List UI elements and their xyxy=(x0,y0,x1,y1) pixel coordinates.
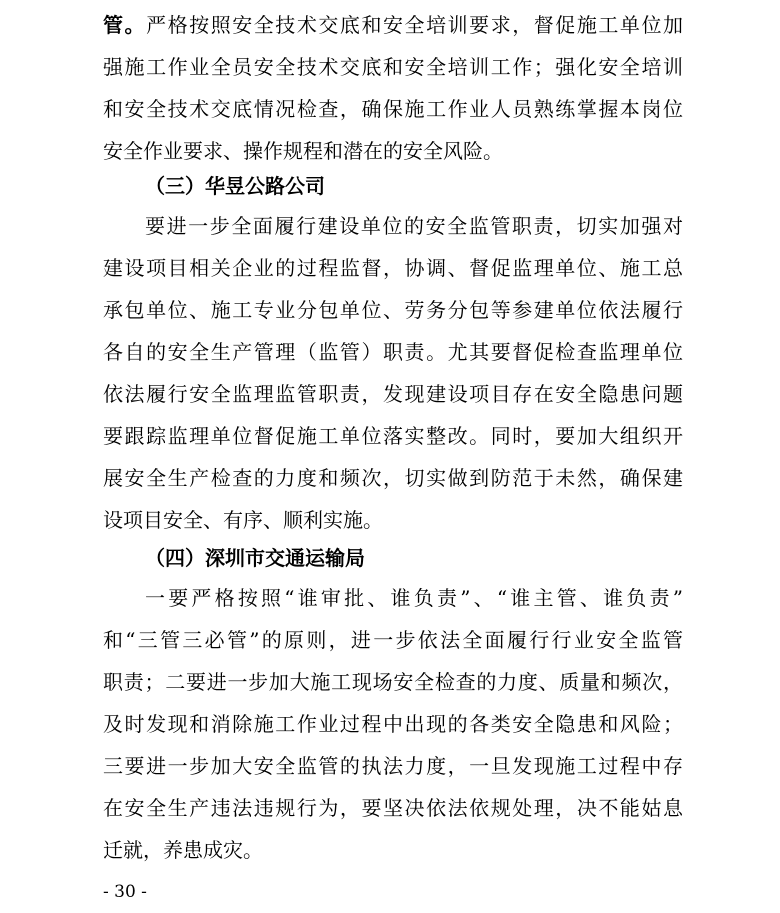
section-4-line-6: 在安全生产违法违规行为，要坚决依法依规处理，决不能姑息 xyxy=(103,796,683,820)
page-number: - 30 - xyxy=(103,882,147,902)
section-3-line-6: 要跟踪监理单位督促施工单位落实整改。同时，要加大组织开 xyxy=(103,424,683,448)
section-4-line-4: 及时发现和消除施工作业过程中出现的各类安全隐患和风险； xyxy=(103,712,683,736)
intro-lead-bold: 管。 xyxy=(103,13,147,37)
section-3-line-7: 展安全生产检查的力度和频次，切实做到防范于未然，确保建 xyxy=(103,466,683,490)
section-4-line-3: 职责；二要进一步加大施工现场安全检查的力度、质量和频次， xyxy=(103,670,683,694)
intro-line-4: 安全作业要求、操作规程和潜在的安全风险。 xyxy=(103,139,503,163)
section-3-line-1: 要进一步全面履行建设单位的安全监管职责，切实加强对 xyxy=(145,214,683,238)
section-4-line-1: 一要严格按照“谁审批、谁负责”、“谁主管、谁负责” xyxy=(145,586,683,610)
section-3-heading: （三）华昱公路公司 xyxy=(145,174,325,198)
intro-line-2: 强施工作业全员安全技术交底和安全培训工作；强化安全培训 xyxy=(103,55,683,79)
intro-line-3: 和安全技术交底情况检查，确保施工作业人员熟练掌握本岗位 xyxy=(103,97,683,121)
section-4-line-5: 三要进一步加大安全监管的执法力度，一旦发现施工过程中存 xyxy=(103,754,683,778)
section-4-heading: （四）深圳市交通运输局 xyxy=(145,546,365,570)
section-3-line-4: 各自的安全生产管理（监管）职责。尤其要督促检查监理单位 xyxy=(103,340,683,364)
section-3-line-5: 依法履行安全监理监管职责，发现建设项目存在安全隐患问题 xyxy=(103,382,683,406)
intro-line-1-rest: 严格按照安全技术交底和安全培训要求，督促施工单位加 xyxy=(146,13,684,37)
section-3-line-2: 建设项目相关企业的过程监督，协调、督促监理单位、施工总 xyxy=(103,256,683,280)
section-4-line-2: 和“三管三必管”的原则，进一步依法全面履行行业安全监管 xyxy=(103,628,683,652)
intro-line-1 xyxy=(103,11,683,39)
section-4-line-7: 迁就，养患成灾。 xyxy=(103,838,263,862)
section-3-line-3: 承包单位、施工专业分包单位、劳务分包等参建单位依法履行 xyxy=(103,298,683,322)
section-3-line-8: 设项目安全、有序、顺利实施。 xyxy=(103,508,383,532)
